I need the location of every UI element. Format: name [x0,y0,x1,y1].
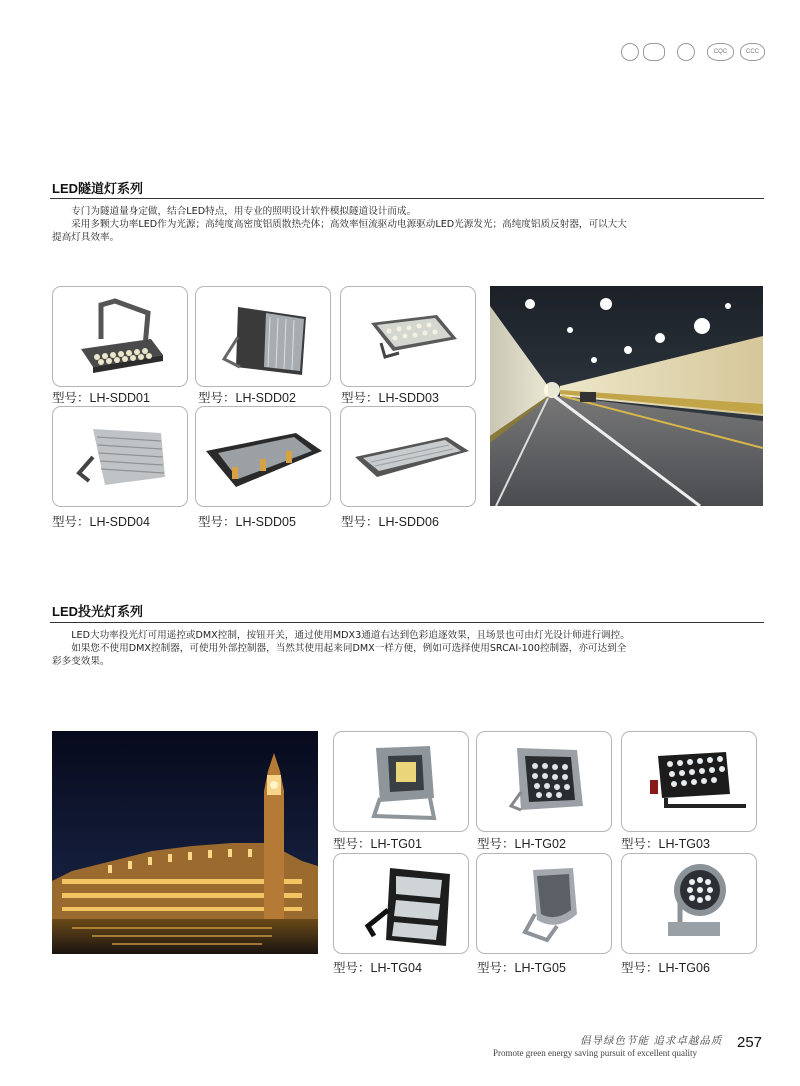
tunnel-desc-line1: 专门为隧道量身定做，结合LED特点，用专业的照明设计软件模拟隧道设计而成。 [71,206,417,217]
flood-light-tg06-icon [622,854,757,954]
tunnel-title-rule [50,198,764,199]
flood-section-title: LED投光灯系列 [52,604,144,619]
model-label-tg05: 型号：LH-TG05 [477,961,566,975]
flood-desc-line1: LED大功率投光灯可用遥控或DMX控制，按钮开关，通过使用MDX3通道右达到色彩追逐效果，且场景也可由灯光设计师进行调控。 [71,630,630,641]
product-card-sdd03[interactable] [340,286,476,387]
model-label-tg06: 型号：LH-TG06 [621,961,710,975]
model-label-sdd06: 型号：LH-SDD06 [341,515,439,529]
tunnel-description [52,205,632,244]
product-card-sdd05[interactable] [195,406,331,507]
tunnel-light-sdd04-icon [53,407,188,507]
night-building-photo [52,731,318,954]
tunnel-light-sdd03-icon [341,287,476,387]
model-label-tg03: 型号：LH-TG03 [621,837,710,851]
page-number: 257 [737,1034,763,1051]
cert-logo-1-icon [621,43,639,61]
flood-light-tg04-icon [334,854,469,954]
product-card-tg04[interactable] [333,853,469,954]
ccc-logo-text: CCC [746,49,759,55]
ccc-logo-icon [740,43,765,61]
flood-desc-line2: 如果您不使用DMX控制器，可使用外部控制器，当然其使用起来同DMX一样方便，例如可选择使用SRCAI-100控制器，亦可达到全彩多变效果。 [52,643,627,667]
flood-light-tg02-icon [477,732,612,832]
product-card-sdd04[interactable] [52,406,188,507]
model-label-sdd02: 型号：LH-SDD02 [198,391,296,405]
product-card-sdd02[interactable] [195,286,331,387]
product-card-sdd01[interactable] [52,286,188,387]
tunnel-light-sdd06-icon [341,407,476,507]
product-card-tg06[interactable] [621,853,757,954]
cert-logo-3-icon [677,43,695,61]
tunnel-light-sdd01-icon [53,287,188,387]
footer-slogan-cn: 倡导绿色节能 追求卓越品质 [580,1035,723,1047]
cqc-logo-icon [707,43,734,61]
tunnel-light-sdd05-icon [196,407,331,507]
footer-slogan-en: Promote green energy saving pursuit of excellent quality [493,1048,698,1058]
flood-light-tg05-icon [477,854,612,954]
model-label-sdd01: 型号：LH-SDD01 [52,391,150,405]
product-card-tg05[interactable] [476,853,612,954]
tunnel-desc-line2: 采用多颗大功率LED作为光源；高纯度高密度铝质散热壳体；高效率恒流驱动电源驱动LED光源发光；高纯度铝质反射器，可以大大提高灯具效率。 [52,219,627,243]
model-label-sdd03: 型号：LH-SDD03 [341,391,439,405]
model-label-sdd04: 型号：LH-SDD04 [52,515,150,529]
tunnel-light-sdd02-icon [196,287,331,387]
model-label-tg01: 型号：LH-TG01 [333,837,422,851]
tunnel-section-title: LED隧道灯系列 [52,181,144,196]
model-label-sdd05: 型号：LH-SDD05 [198,515,296,529]
flood-light-tg01-icon [334,732,469,832]
tunnel-photo [490,286,763,506]
product-card-tg01[interactable] [333,731,469,832]
flood-light-tg03-icon [622,732,757,832]
model-label-tg04: 型号：LH-TG04 [333,961,422,975]
model-label-tg02: 型号：LH-TG02 [477,837,566,851]
product-card-tg02[interactable] [476,731,612,832]
product-card-tg03[interactable] [621,731,757,832]
cert-logo-2-icon [643,43,665,61]
flood-description [52,629,632,668]
cqc-logo-text: CQC [713,49,728,55]
flood-title-rule [50,622,764,623]
product-card-sdd06[interactable] [340,406,476,507]
